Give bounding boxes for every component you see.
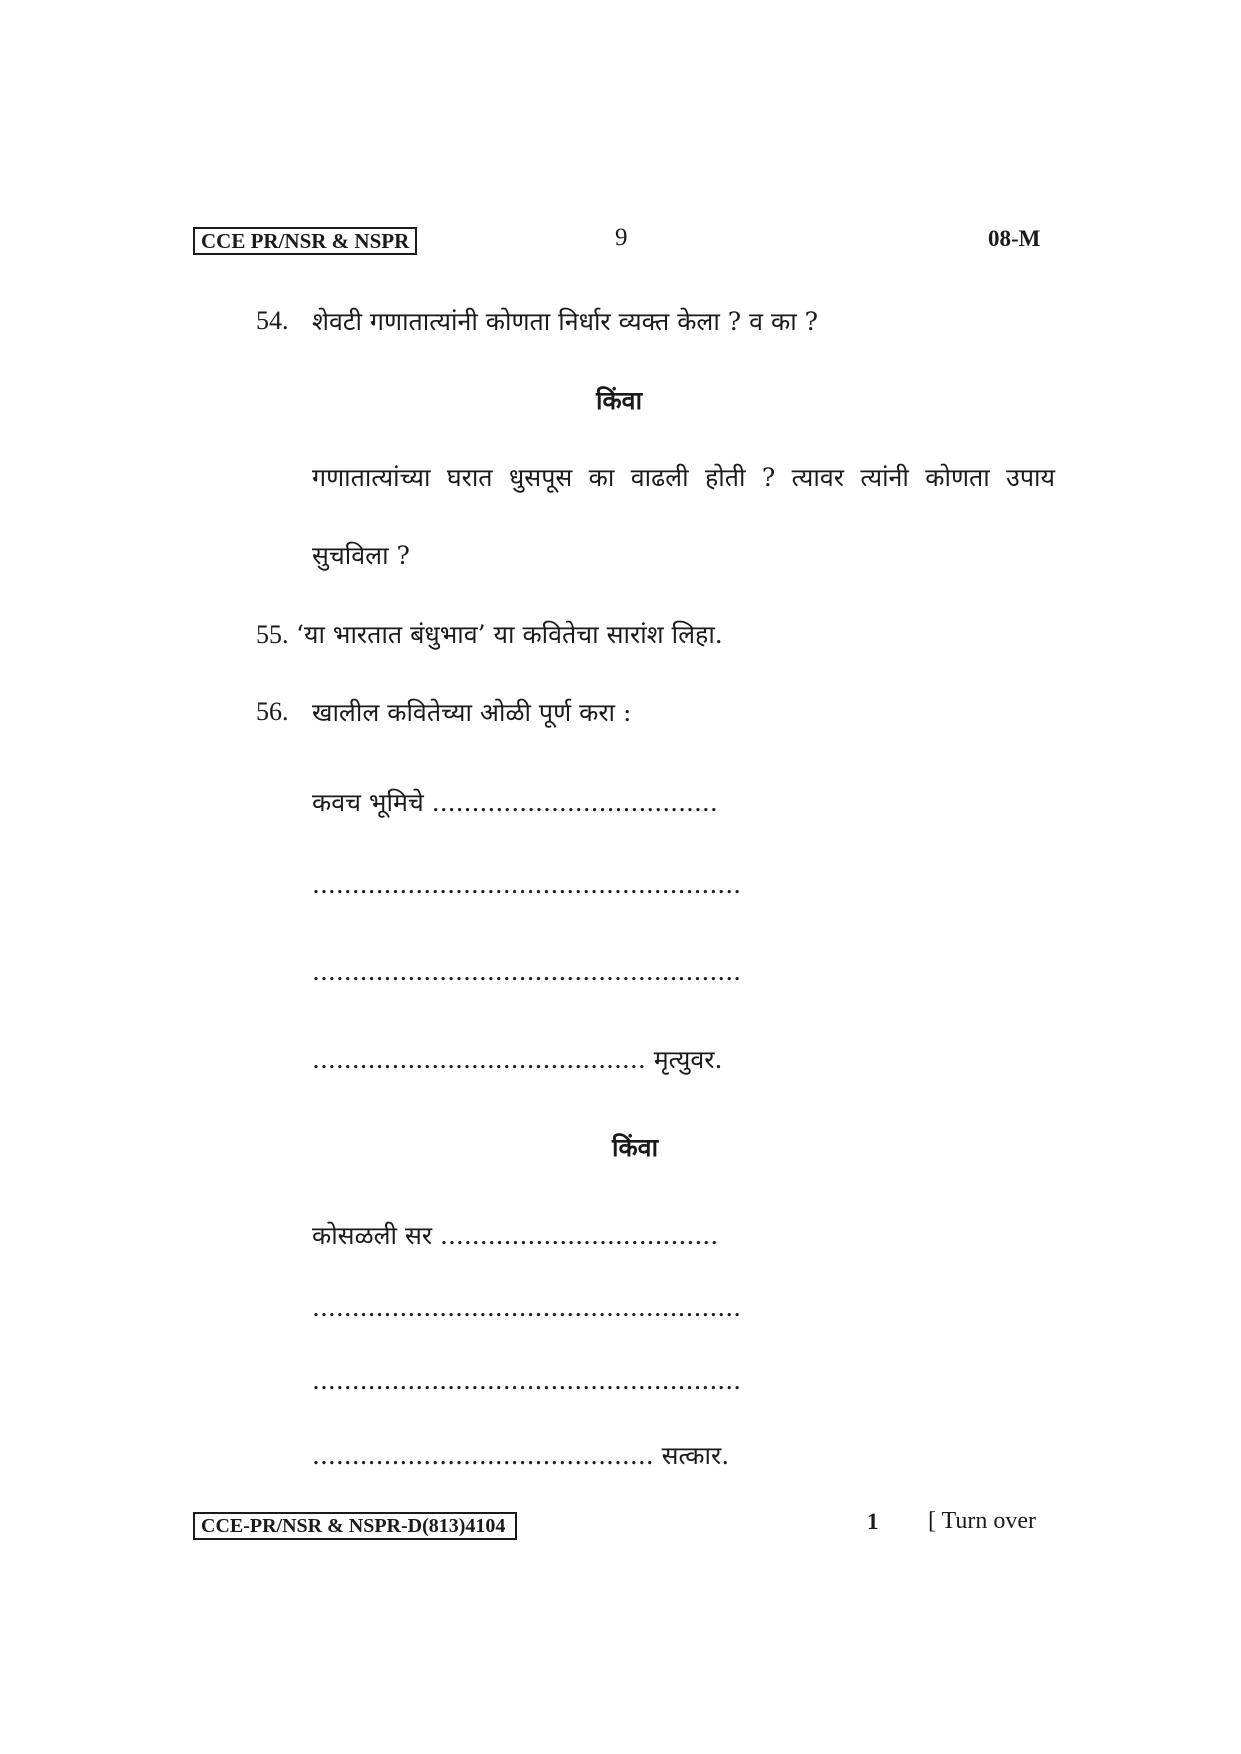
- poem2-line-4: ........................................... सत्कार.: [312, 1441, 730, 1470]
- footer-page-number: 1: [867, 1509, 879, 1534]
- or-heading-56: किंवा: [612, 1133, 659, 1162]
- question-54-alt-line1: गणातात्यांच्या घरात धुसपूस का वाढली होती ? त्यावर त्यांनी कोणता उपाय: [312, 463, 1055, 492]
- poem1-line-2: ......................................................: [312, 870, 742, 899]
- question-54-alt-line2: सुचविला ?: [312, 541, 410, 570]
- or-heading-54: किंवा: [596, 386, 643, 415]
- question-55-text: ‘या भारतात बंधुभाव’ या कवितेचा सारांश लिहा.: [296, 620, 723, 649]
- question-54-number: 54.: [256, 306, 289, 335]
- poem1-line-1: कवच भूमिचे ....................................: [312, 788, 718, 817]
- header-paper-code: CCE PR/NSR & NSPR: [193, 227, 417, 255]
- poem2-line-1: कोसळली सर ...................................: [312, 1221, 719, 1250]
- poem2-line-2: ......................................................: [312, 1293, 742, 1322]
- footer-paper-code: CCE-PR/NSR & NSPR-D(813)4104: [193, 1512, 517, 1540]
- question-55-number: 55.: [256, 620, 289, 649]
- poem2-line-3: ......................................................: [312, 1366, 742, 1395]
- poem1-line-4: .......................................... मृत्युवर.: [312, 1045, 723, 1074]
- question-54-text: शेवटी गणातात्यांनी कोणता निर्धार व्यक्त केला ? व का ?: [312, 307, 819, 336]
- turn-over-note: [ Turn over: [928, 1508, 1037, 1534]
- question-56-number: 56.: [256, 697, 289, 726]
- question-56-text: खालील कवितेच्या ओळी पूर्ण करा :: [312, 698, 632, 727]
- paper-series-code: 08-M: [988, 226, 1041, 251]
- poem1-line-3: ......................................................: [312, 957, 742, 986]
- page-number: 9: [615, 224, 628, 251]
